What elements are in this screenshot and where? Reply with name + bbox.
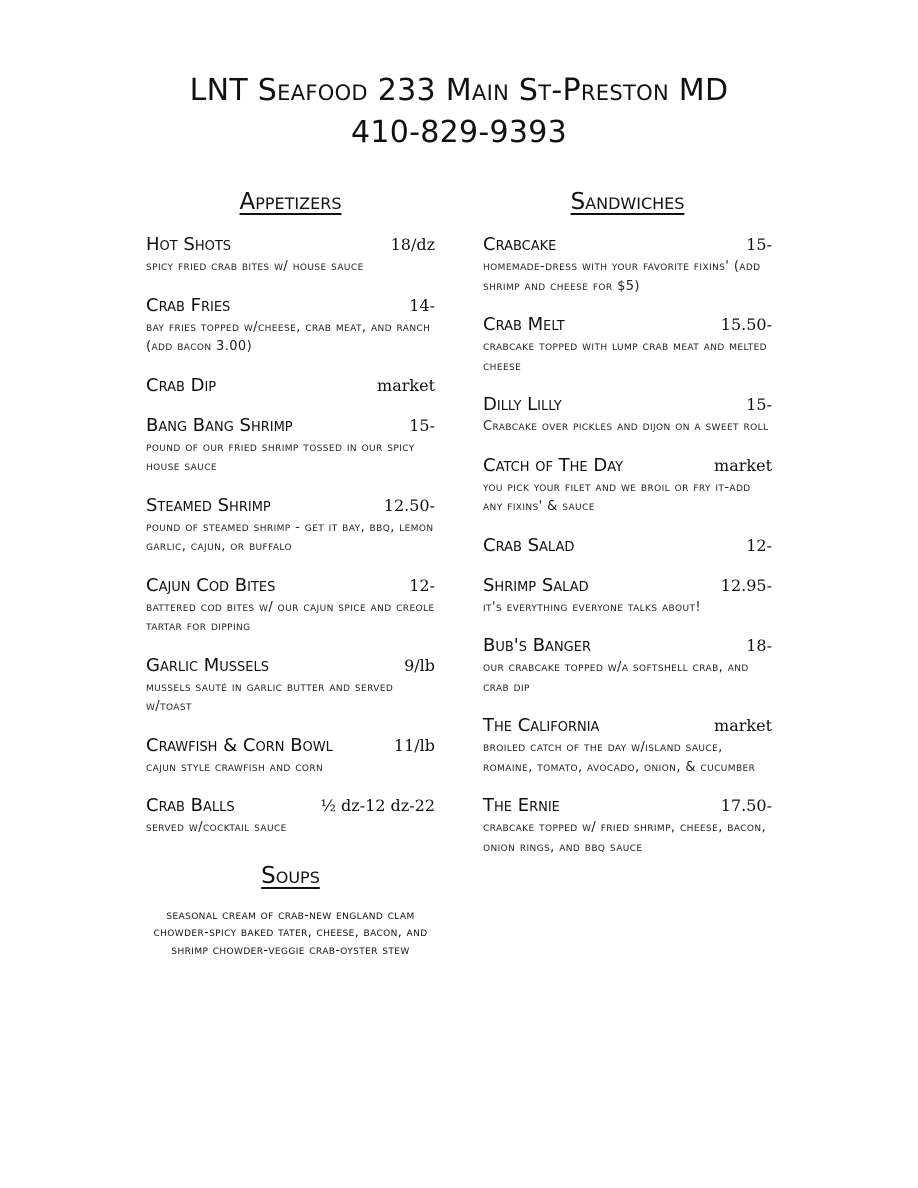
item-price: 18/dz [390, 235, 435, 254]
item-price: 11/lb [393, 735, 435, 755]
item-description: cajun style crawfish and corn [146, 759, 324, 775]
item-description: pound of our fried shrimp tossed in our spicy house sauce [146, 439, 415, 474]
item-name: The Ernie [483, 795, 560, 816]
item-name: Crawfish & Corn Bowl [146, 734, 333, 756]
item-name: Shrimp Salad [483, 574, 589, 596]
restaurant-phone: 410-829-9393 [350, 115, 568, 150]
menu-item [483, 455, 772, 517]
item-name: Crabcake [483, 234, 557, 255]
item-price: 15- [409, 415, 435, 435]
item-description: battered cod bites w/ our cajun spice and creole tartar for dipping [146, 599, 435, 634]
item-name: Crab Salad [483, 534, 575, 556]
item-price: market [714, 455, 772, 475]
item-price: 15- [746, 395, 772, 414]
menu-item [483, 394, 772, 437]
item-description: our crabcake topped w/a softshell crab, and crab dip [483, 660, 749, 695]
item-price: 18- [746, 636, 772, 655]
soups-section [146, 860, 435, 959]
menu-item [146, 415, 435, 477]
item-description: crabcake topped w/ fried shrimp, cheese, bacon, onion rings, and bbq sauce [483, 820, 767, 855]
soups-description: seasonal cream of crab-new england clam chowder-spicy baked tater, cheese, bacon, and shrimp chowder-veggie crab-oyster stew [153, 906, 428, 957]
item-description: broiled catch of the day w/island sauce, romaine, tomato, avocado, onion, & cucumber [483, 740, 756, 775]
item-price: market [377, 375, 435, 395]
item-name: Bub's Banger [483, 635, 591, 656]
item-description: served w/cocktail sauce [146, 820, 287, 835]
item-price: 12.50- [383, 495, 435, 515]
item-name: Garlic Mussels [146, 654, 270, 676]
sandwiches-list [483, 234, 772, 857]
menu-header [0, 70, 918, 154]
item-description: pound of steamed shrimp - get it bay, bbq, lemon garlic, cajun, or buffalo [146, 519, 434, 554]
menu-item [483, 635, 772, 697]
item-price: 12.95- [720, 575, 772, 595]
item-description: mussels sauté in garlic butter and served w/toast [146, 679, 394, 714]
soups-title: Soups [261, 862, 320, 889]
item-name: Steamed Shrimp [146, 494, 271, 516]
menu-item [146, 234, 435, 277]
item-name: Crab Balls [146, 795, 235, 816]
menu-item [146, 495, 435, 557]
item-name: Crab Fries [146, 294, 231, 316]
item-price: ½ dz-12 dz-22 [320, 796, 435, 815]
item-description: you pick your filet and we broil or fry it-add any fixins' & sauce [483, 479, 751, 514]
menu-item [146, 655, 435, 717]
menu-item [483, 795, 772, 857]
menu-item [483, 535, 772, 557]
item-name: Crab Melt [483, 314, 565, 335]
item-description: homemade-dress with your favorite fixins' (add shrimp and cheese for $5) [483, 259, 761, 294]
item-name: Dilly Lilly [483, 394, 562, 415]
item-description: it's everything everyone talks about! [483, 599, 701, 615]
appetizers-title: Appetizers [239, 189, 342, 215]
item-price: 17.50- [720, 796, 772, 815]
restaurant-name-address: LNT Seafood 233 Main St-Preston MD [189, 73, 729, 108]
item-name: Hot Shots [146, 234, 232, 255]
menu-item [483, 575, 772, 618]
menu-item [146, 795, 435, 838]
item-price: market [714, 716, 772, 735]
sandwiches-title: Sandwiches [570, 189, 685, 215]
item-price: 14- [409, 295, 435, 315]
appetizers-list [146, 234, 435, 838]
menu-item [146, 375, 435, 397]
item-description: crabcake topped with lump crab meat and melted cheese [483, 339, 767, 374]
menu-item [483, 234, 772, 296]
item-name: Crab Dip [146, 374, 217, 396]
item-description: Crabcake over pickles and dijon on a sweet roll [483, 419, 769, 434]
item-price: 15.50- [720, 315, 772, 334]
item-name: Catch of The Day [483, 454, 624, 476]
item-price: 15- [746, 235, 772, 254]
menu-item [483, 314, 772, 376]
right-column [483, 186, 772, 875]
item-name: Bang Bang Shrimp [146, 414, 293, 436]
left-column [146, 186, 435, 958]
item-price: 12- [746, 535, 772, 555]
item-name: Cajun Cod Bites [146, 574, 276, 596]
item-description: bay fries topped w/cheese, crab meat, and ranch (add bacon 3.00) [146, 319, 431, 354]
menu-item [483, 715, 772, 777]
menu-item [146, 575, 435, 637]
menu-item [146, 735, 435, 778]
item-name: The California [483, 715, 600, 736]
item-description: spicy fried crab bites w/ house sauce [146, 259, 364, 274]
item-price: 9/lb [404, 655, 435, 675]
menu-item [146, 295, 435, 357]
item-price: 12- [409, 575, 435, 595]
